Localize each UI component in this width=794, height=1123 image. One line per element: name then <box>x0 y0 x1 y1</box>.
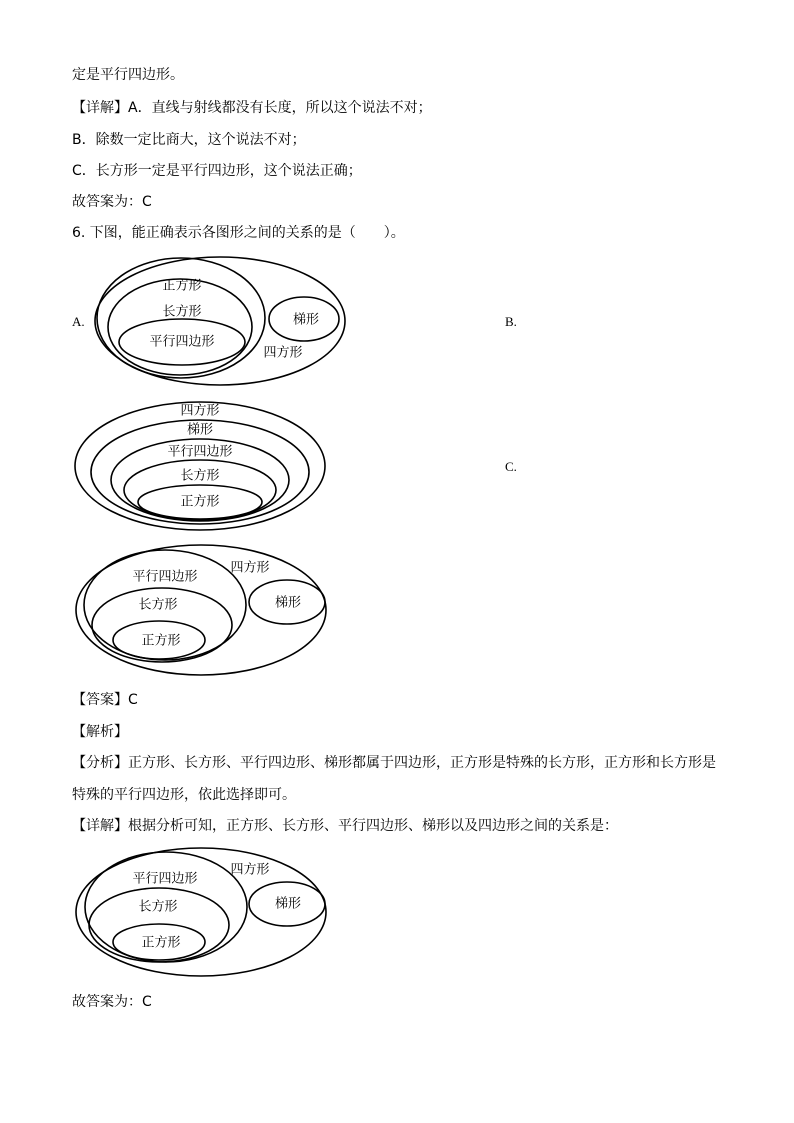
option-b-label: B. <box>505 314 517 329</box>
label-square: 正方形 <box>141 935 181 951</box>
label-trapezoid: 梯形 <box>274 896 302 912</box>
label-rectangle: 长方形 <box>138 899 178 915</box>
label-square: 正方形 <box>141 633 181 649</box>
text-line-2: 【详解】A．直线与射线都没有长度，所以这个说法不对； <box>72 100 432 116</box>
final-answer-line: 故答案为：C <box>72 994 152 1010</box>
analysis-line-2: 特殊的平行四边形，依此选择即可。 <box>72 787 296 803</box>
label-parallelogram: 平行四边形 <box>132 871 198 887</box>
analysis-heading: 【解析】 <box>72 724 128 740</box>
label-quadrilateral: 四方形 <box>180 403 220 419</box>
label-trapezoid: 梯形 <box>274 595 302 611</box>
text-line-5: 故答案为：C <box>72 194 152 210</box>
text-line-4: C．长方形一定是平行四边形，这个说法正确； <box>72 163 362 179</box>
label-rectangle: 长方形 <box>180 468 220 484</box>
question-6: 6. 下图，能正确表示各图形之间的关系的是（ ）。 <box>72 225 405 241</box>
label-parallelogram: 平行四边形 <box>149 334 215 350</box>
label-trapezoid: 梯形 <box>292 312 320 328</box>
label-rectangle: 长方形 <box>138 597 178 613</box>
detail-line: 【详解】根据分析可知，正方形、长方形、平行四边形、梯形以及四边形之间的关系是： <box>72 818 618 834</box>
answer-line: 【答案】C <box>72 692 138 708</box>
label-quadrilateral: 四方形 <box>230 560 270 576</box>
label-parallelogram: 平行四边形 <box>132 569 198 585</box>
text-line-3: B．除数一定比商大，这个说法不对； <box>72 132 306 148</box>
label-square: 正方形 <box>162 278 202 294</box>
analysis-line-1: 【分析】正方形、长方形、平行四边形、梯形都属于四边形，正方形是特殊的长方形，正方形和长方形是 <box>72 755 716 771</box>
option-c-label: C. <box>505 459 517 474</box>
label-quadrilateral: 四方形 <box>230 862 270 878</box>
label-trapezoid: 梯形 <box>186 422 214 438</box>
label-parallelogram: 平行四边形 <box>167 444 233 460</box>
option-a-label: A. <box>72 314 85 329</box>
label-square: 正方形 <box>180 494 220 510</box>
text-line-1: 定是平行四边形。 <box>72 67 184 83</box>
label-quadrilateral: 四方形 <box>263 345 303 361</box>
label-rectangle: 长方形 <box>162 304 202 320</box>
